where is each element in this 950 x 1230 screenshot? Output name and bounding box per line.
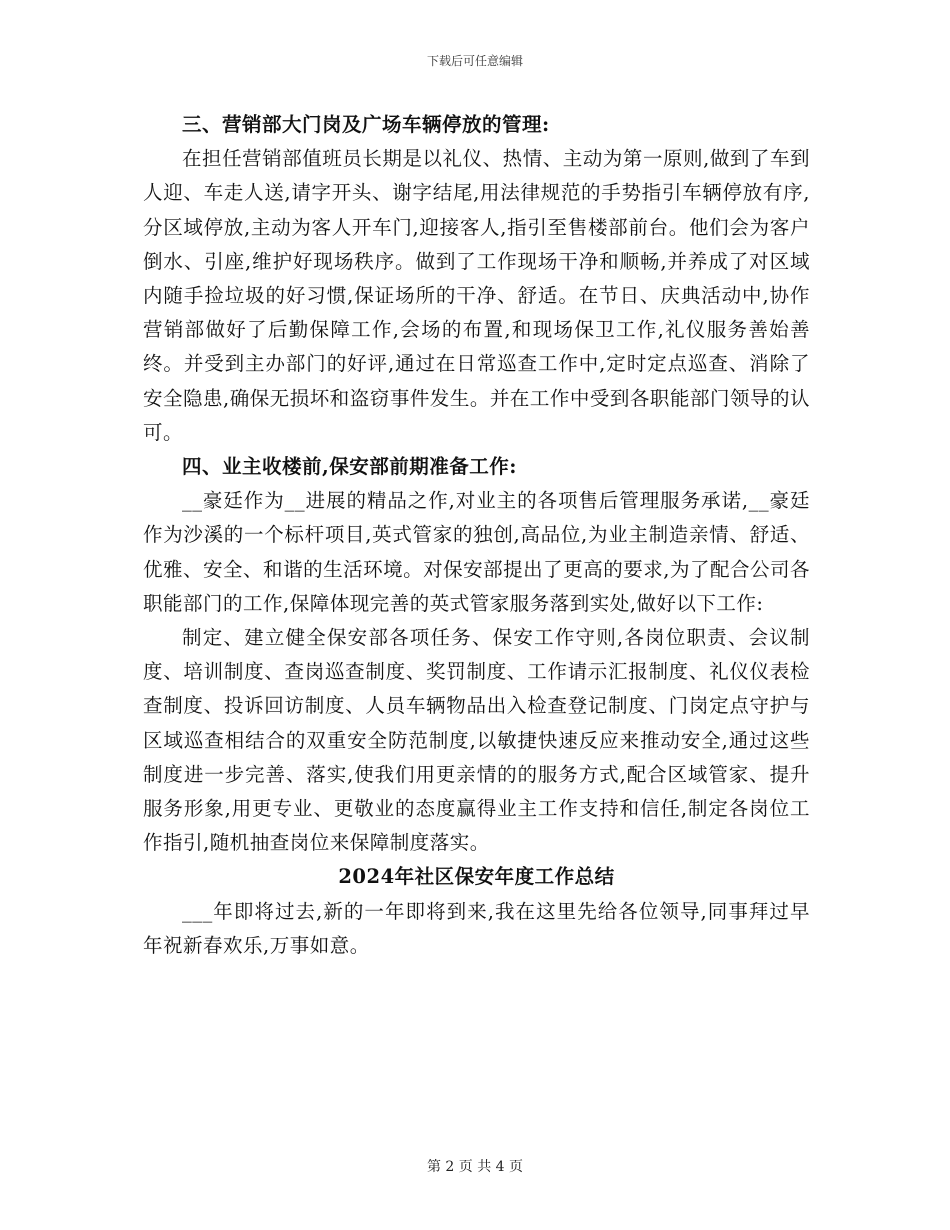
document-2-paragraph: ___年即将过去,新的一年即将到来,我在这里先给各位领导,同事拜过早年祝新春欢乐,万事如意。 [143, 899, 810, 957]
document-body [143, 108, 810, 963]
section-4-paragraph-2: 制定、建立健全保安部各项任务、保安工作守则,各岗位职责、会议制度、培训制度、查岗巡查制度、奖罚制度、工作请示汇报制度、礼仪仪表检查制度、投诉回访制度、人员车辆物品出入检查登记制度、门岗定点守护与区域巡查相结合的双重安全防范制度,以敏捷快速反应来推动安全,通过这些制度进一步完善、落实,使我们用更亲情的的服务方式,配合区域管家、提升服务形象,用更专业、更敬业的态度赢得业主工作支持和信任,制定各岗位工作指引,随机抽查岗位来保障制度落实。 [143, 626, 810, 855]
section-3-heading: 三、营销部大门岗及广场车辆停放的管理: [182, 113, 550, 136]
page-footer [0, 1157, 950, 1177]
section-4-heading: 四、业主收楼前,保安部前期准备工作: [182, 455, 517, 479]
page-header [0, 52, 950, 70]
section-4-paragraph-1: __豪廷作为__进展的精品之作,对业主的各项售后管理服务承诺,__豪廷作为沙溪的一个标杆项目,英式管家的独创,高品位,为业主制造亲情、舒适、优雅、安全、和谐的生活环境。对保安部提出了更高的要求,为了配合公司各职能部门的工作,保障体现完善的英式管家服务落到实处,做好以下工作: [143, 489, 810, 615]
header-text: 下载后可任意编辑 [426, 54, 523, 68]
page-number: 第 2 页 共 4 页 [426, 1159, 524, 1175]
section-3-paragraph: 在担任营销部值班员长期是以礼仪、热情、主动为第一原则,做到了车到人迎、车走人送,请字开头、谢字结尾,用法律规范的手势指引车辆停放有序,分区域停放,主动为客人开车门,迎接客人,指引至售楼部前台。他们会为客户倒水、引座,维护好现场秩序。做到了工作现场干净和顺畅,并养成了对区域内随手捡垃圾的好习惯,保证场所的干净、舒适。在节日、庆典活动中,协作营销部做好了后勤保障工作,会场的布置,和现场保卫工作,礼仪服务善始善终。并受到主办部门的好评,通过在日常巡查工作中,定时定点巡查、消除了安全隐患,确保无损坏和盗窃事件发生。并在工作中受到各职能部门领导的认可。 [143, 147, 810, 444]
document-2-title: 2024年社区保安年度工作总结 [338, 865, 615, 889]
